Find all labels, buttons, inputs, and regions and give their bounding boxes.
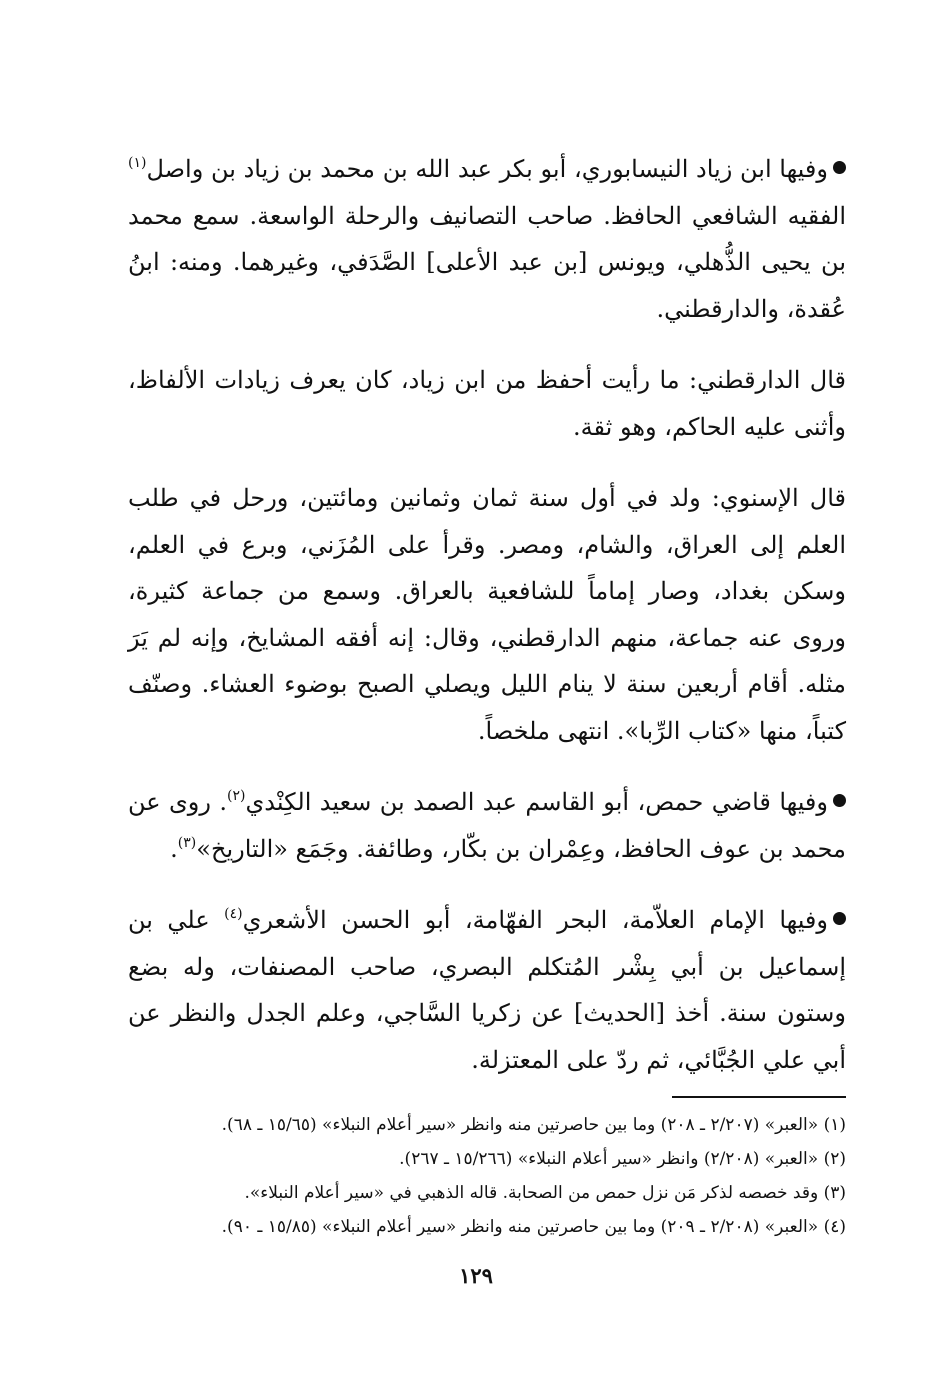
paragraph-text: وفيها ابن زياد النيسابوري، أبو بكر عبد الله بن محمد بن زياد بن واصل [146,155,828,183]
page-number: ١٢٩ [459,1263,493,1288]
main-text [128,146,846,1108]
footnote-4: (٤) «العبر» (٢/٢٠٨ ـ ٢٠٩) وما بين حاصرتين منه وانظر «سير أعلام النبلاء» (١٥/٨٥ ـ ٩٠). [221,1217,846,1237]
footnote-ref: (٢) [227,788,246,804]
bullet-icon [833,794,846,807]
paragraph-daraqutni-quote [128,357,846,450]
footnotes [128,1108,846,1244]
footnote-ref: (٤) [224,906,243,922]
paragraph-text: وفيها الإمام العلاّمة، البحر الفهّامة، أبو الحسن الأشعري [242,906,828,934]
paragraph-text: قال الدارقطني: ما رأيت أحفظ من ابن زياد، كان يعرف زيادات الألفاظ، وأثنى عليه الحاكم، وهو ثقة. [128,366,846,441]
footnote-2: (٢) «العبر» (٢/٢٠٨) وانظر «سير أعلام النبلاء» (١٥/٢٦٦ ـ ٢٦٧). [399,1149,846,1169]
bullet-icon [833,912,846,925]
paragraph-isnawi-quote [128,475,846,754]
paragraph-text: وفيها قاضي حمص، أبو القاسم عبد الصمد بن سعيد الكِنْدي [245,788,828,816]
paragraph-text: قال الإسنوي: ولد في أول سنة ثمان وثمانين ومائتين، ورحل في طلب العلم إلى العراق، والشام، ومصر. وقرأ على المُزَني، وبرع في العلم، وسكن بغداد، وصار إماماً للشافعية بالعراق. وسمع من جماعة كثيرة، وروى عنه جماعة، منهم الدارقطني، وقال: إنه أفقه المشايخ، وإنه لم يَرَ مثله. أقام أربعين سنة لا ينام الليل ويصلي الصبح بوضوء العشاء. وصنّف كتباً، منها «كتاب الرِّبا». انتهى ملخصاً. [128,484,846,745]
footnote-divider [672,1096,846,1098]
paragraph-text-continued: علي بن إسماعيل بن أبي بِشْر المُتكلم البصري، صاحب المصنفات، وله بضع وستون سنة. أخذ [الحديث] عن زكريا السَّاجي، وعلم الجدل والنظر عن أبي علي الجُبَّائي، ثم ردّ على المعتزلة. [128,906,846,1074]
paragraph-text-continued: . روى عن محمد بن عوف الحافظ، وعِمْران بن بكّار، وطائفة. وجَمَع «التاريخ» [128,788,846,863]
paragraph-qadi-hims [128,779,846,872]
footnote-ref: (٣) [177,834,197,851]
paragraph-text-end: . [170,834,178,863]
bullet-icon [833,161,846,174]
paragraph-text-continued: الفقيه الشافعي الحافظ. صاحب التصانيف والرحلة الواسعة. سمع محمد بن يحيى الذُّهلي، ويونس [بن عبد الأعلى] الصَّدَفي، وغيرهما. ومنه: ابنُ عُقدة، والدارقطني. [128,201,846,323]
footnote-1: (١) «العبر» (٢/٢٠٧ ـ ٢٠٨) وما بين حاصرتين منه وانظر «سير أعلام النبلاء» (١٥/٦٥ ـ ٦٨). [221,1115,846,1135]
paragraph-ibn-ziyad [128,146,846,332]
footnote-3: (٣) وقد خصصه لذكر مَن نزل حمص من الصحابة. قاله الذهبي في «سير أعلام النبلاء». [244,1183,846,1203]
footnote-ref: (١) [128,155,147,171]
paragraph-ashari [128,897,846,1083]
